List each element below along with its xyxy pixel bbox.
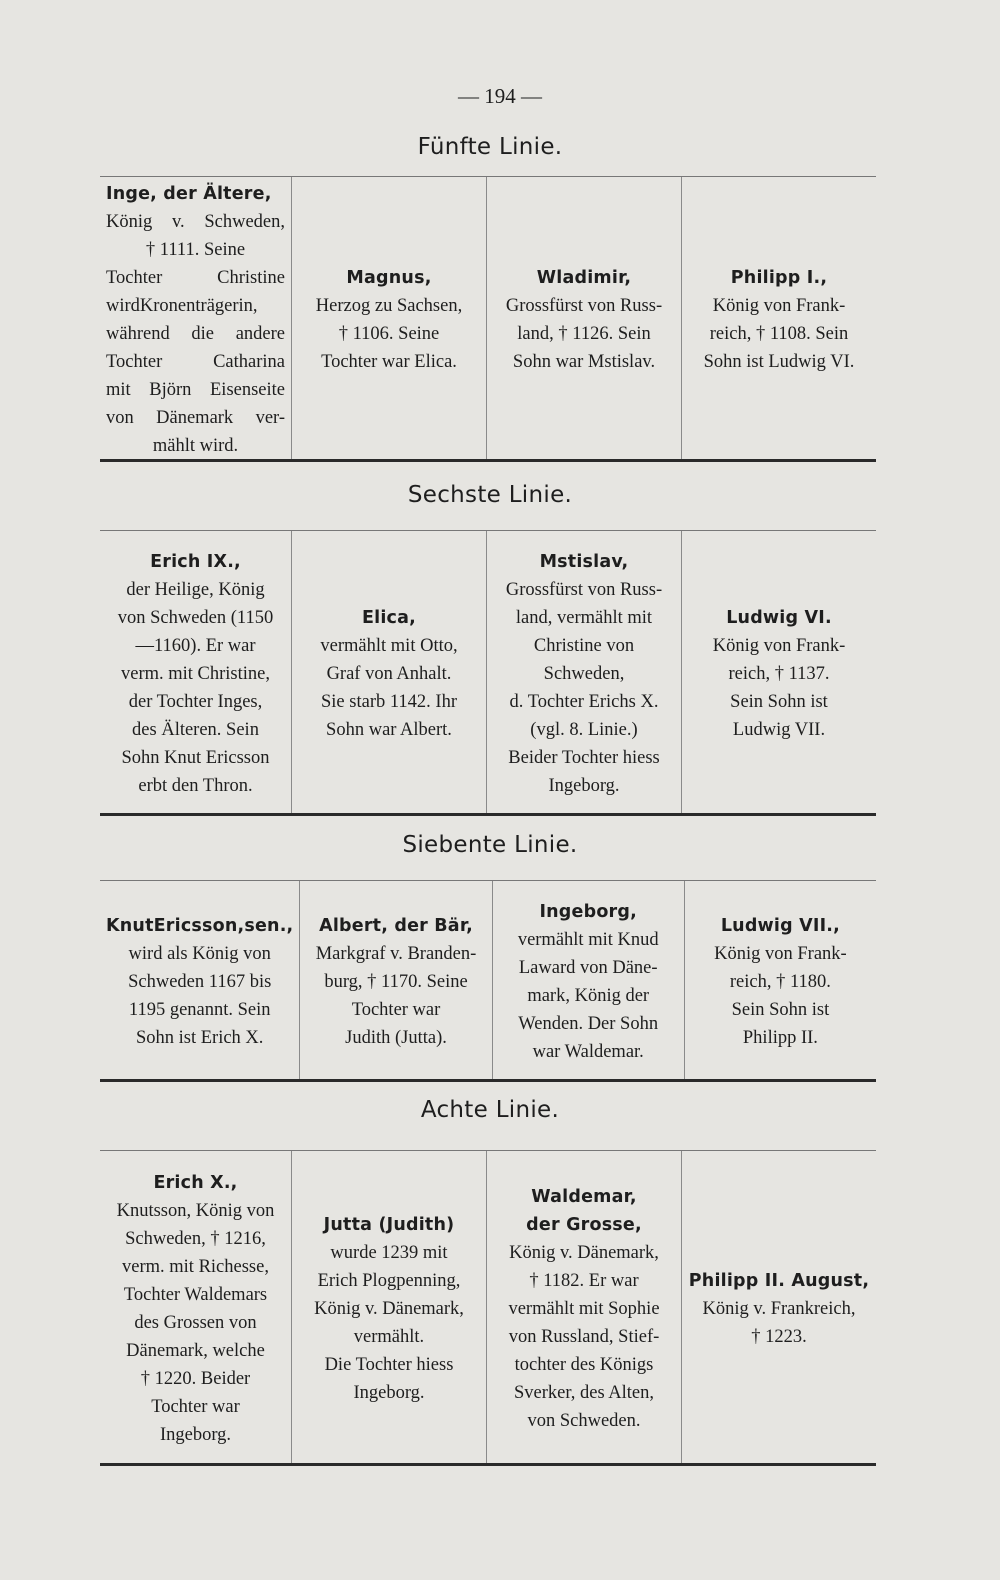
cell-line: vermählt. xyxy=(353,1327,425,1347)
cell-line: während die andere xyxy=(106,324,285,344)
cell-line: † 1220. Beider xyxy=(140,1369,251,1389)
cell-line: Ludwig VII. xyxy=(732,720,826,740)
cell-line: Schweden, † 1216, xyxy=(125,1229,266,1249)
cell-heading: Philipp II. August, xyxy=(688,1271,870,1291)
cell-heading: Ludwig VI. xyxy=(726,608,832,628)
cell-heading: Magnus, xyxy=(346,268,432,288)
cell-line: reich, † 1180. xyxy=(729,972,831,992)
cell-line: Sverker, des Alten, xyxy=(513,1383,655,1403)
genealogy-row-achte xyxy=(100,1150,876,1466)
cell-line: König von Frank- xyxy=(712,296,846,316)
cell-line: Sein Sohn ist xyxy=(731,1000,830,1020)
cell-line: wirdKronenträgerin, xyxy=(106,296,258,316)
cell-line: war Waldemar. xyxy=(532,1042,644,1062)
cell-line: Ingeborg. xyxy=(353,1383,425,1403)
cell-ingeborg xyxy=(493,881,685,1079)
cell-heading: KnutEricsson,sen., xyxy=(106,916,294,936)
section-title-siebente: Siebente Linie. xyxy=(402,832,578,858)
cell-line: Tochter Catharina xyxy=(106,352,285,372)
cell-line: des Grossen von xyxy=(134,1313,257,1333)
cell-line: mählt wird. xyxy=(152,436,239,456)
genealogy-row-siebente xyxy=(100,880,876,1082)
cell-line: von Russland, Stief- xyxy=(508,1327,660,1347)
cell-line: König von Frank- xyxy=(714,944,847,964)
cell-line: Judith (Jutta). xyxy=(345,1028,447,1048)
cell-heading: Erich X., xyxy=(153,1173,238,1193)
page-number: — 194 — xyxy=(458,84,542,108)
cell-line: Sohn war Albert. xyxy=(326,720,452,740)
cell-line: Tochter war xyxy=(351,1000,441,1020)
cell-albert xyxy=(300,881,492,1079)
cell-subheading: der Grosse, xyxy=(526,1215,642,1235)
cell-line: mit Björn Eisenseite xyxy=(106,380,285,400)
cell-line: von Schweden. xyxy=(527,1411,641,1431)
cell-line: Dänemark, welche xyxy=(126,1341,265,1361)
cell-line: König v. Schweden, xyxy=(106,212,285,232)
cell-line: Sohn war Mstislav. xyxy=(512,352,656,372)
cell-line: † 1111. Seine xyxy=(145,240,246,260)
cell-erich-x xyxy=(100,1151,292,1463)
cell-line: 1195 genannt. Sein xyxy=(128,1000,271,1020)
genealogy-row-sechste xyxy=(100,530,876,816)
cell-line: wird als König von xyxy=(128,944,271,964)
cell-line: tochter des Königs xyxy=(514,1355,654,1375)
cell-inge xyxy=(100,177,292,459)
cell-line: Christine von xyxy=(533,636,635,656)
cell-line: Sie starb 1142. Ihr xyxy=(321,692,457,712)
cell-line: Schweden 1167 bis xyxy=(128,972,272,992)
section-title-sechste: Sechste Linie. xyxy=(407,482,573,508)
cell-line: vermählt mit Otto, xyxy=(320,636,458,656)
cell-line: verm. mit Christine, xyxy=(120,664,270,684)
cell-line: † 1106. Seine xyxy=(338,324,440,344)
cell-knut-ericsson xyxy=(100,881,300,1079)
cell-elica xyxy=(292,531,487,813)
cell-erich-ix xyxy=(100,531,292,813)
cell-line: der Heilige, König xyxy=(126,580,265,600)
cell-line: Sohn ist Erich X. xyxy=(135,1028,264,1048)
cell-heading: Albert, der Bär, xyxy=(319,916,473,936)
cell-heading: Mstislav, xyxy=(539,552,629,572)
cell-line: Grossfürst von Russ- xyxy=(505,296,663,316)
cell-heading: Jutta (Judith) xyxy=(323,1215,455,1235)
cell-line: Graf von Anhalt. xyxy=(326,664,452,684)
section-title-fuenfte: Fünfte Linie. xyxy=(417,134,563,160)
cell-heading: Philipp I., xyxy=(730,268,828,288)
cell-mstislav xyxy=(487,531,682,813)
cell-jutta xyxy=(292,1151,487,1463)
cell-line: König v. Dänemark, xyxy=(509,1243,659,1263)
cell-line: (vgl. 8. Linie.) xyxy=(530,720,638,740)
cell-line: Tochter Christine xyxy=(106,268,285,288)
cell-line: Sohn Knut Ericsson xyxy=(121,748,270,768)
cell-magnus xyxy=(292,177,487,459)
cell-line: Wenden. Der Sohn xyxy=(518,1014,659,1034)
cell-ludwig-vi xyxy=(682,531,876,813)
cell-line: Knutsson, König von xyxy=(116,1201,275,1221)
cell-line: Tochter war Elica. xyxy=(321,352,457,372)
cell-line: Markgraf v. Branden- xyxy=(315,944,477,964)
cell-line: † 1223. xyxy=(751,1327,807,1347)
cell-philipp-ii xyxy=(682,1151,876,1463)
cell-line: Sohn ist Ludwig VI. xyxy=(703,352,855,372)
genealogy-row-fuenfte xyxy=(100,176,876,462)
cell-line: wurde 1239 mit xyxy=(330,1243,448,1263)
cell-line: vermählt mit Sophie xyxy=(508,1299,660,1319)
cell-heading: Elica, xyxy=(362,608,416,628)
cell-line: des Älteren. Sein xyxy=(132,720,259,740)
cell-line: mark, König der xyxy=(527,986,650,1006)
cell-line: von Dänemark ver- xyxy=(106,408,285,428)
cell-line: erbt den Thron. xyxy=(138,776,253,796)
cell-heading: Inge, der Ältere, xyxy=(106,184,272,204)
section-title-achte: Achte Linie. xyxy=(420,1097,560,1123)
cell-line: Ingeborg. xyxy=(159,1425,232,1445)
cell-line: Beider Tochter hiess xyxy=(508,748,660,768)
cell-line: von Schweden (1150 xyxy=(117,608,274,628)
cell-line: land, † 1126. Sein xyxy=(517,324,651,344)
cell-heading: Ludwig VII., xyxy=(720,916,840,936)
cell-heading: Erich IX., xyxy=(150,552,241,572)
cell-line: Erich Plogpenning, xyxy=(317,1271,461,1291)
cell-wladimir xyxy=(487,177,682,459)
cell-line: Tochter war xyxy=(151,1397,240,1417)
cell-line: verm. mit Richesse, xyxy=(122,1257,269,1277)
cell-heading: Ingeborg, xyxy=(539,902,637,922)
cell-line: Ingeborg. xyxy=(548,776,620,796)
cell-waldemar xyxy=(487,1151,682,1463)
cell-line: König v. Dänemark, xyxy=(314,1299,464,1319)
cell-line: reich, † 1108. Sein xyxy=(709,324,849,344)
cell-line: —1160). Er war xyxy=(135,636,256,656)
cell-line: Tochter Waldemars xyxy=(123,1285,268,1305)
cell-line: Laward von Däne- xyxy=(518,958,658,978)
cell-line: land, vermählt mit xyxy=(515,608,653,628)
cell-line: Philipp II. xyxy=(742,1028,818,1048)
cell-heading: Waldemar, xyxy=(531,1187,637,1207)
cell-heading: Wladimir, xyxy=(536,268,632,288)
cell-line: burg, † 1170. Seine xyxy=(324,972,468,992)
cell-line: Die Tochter hiess xyxy=(324,1355,454,1375)
cell-line: der Tochter Inges, xyxy=(128,692,263,712)
cell-philipp-i xyxy=(682,177,876,459)
cell-line: König v. Frankreich, xyxy=(702,1299,856,1319)
cell-line: Sein Sohn ist xyxy=(730,692,828,712)
cell-line: † 1182. Er war xyxy=(529,1271,639,1291)
cell-line: reich, † 1137. xyxy=(728,664,830,684)
cell-line: vermählt mit Knud xyxy=(517,930,659,950)
cell-line: d. Tochter Erichs X. xyxy=(509,692,659,712)
cell-line: Schweden, xyxy=(543,664,625,684)
cell-line: Herzog zu Sachsen, xyxy=(315,296,463,316)
cell-line: Grossfürst von Russ- xyxy=(505,580,663,600)
cell-line: König von Frank- xyxy=(712,636,846,656)
cell-ludwig-vii xyxy=(685,881,876,1079)
